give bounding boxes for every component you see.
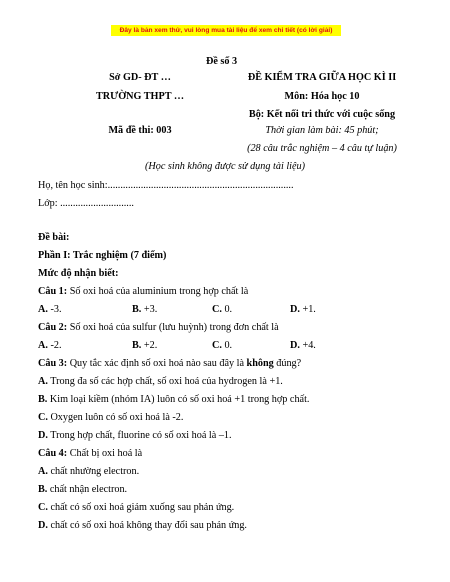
- student-name-line: Họ, tên học sinh:.........................................................................: [38, 180, 294, 191]
- option-b: B. Kim loại kiềm (nhóm IA) luôn có số oxi hoá +1 trong hợp chất.: [38, 394, 310, 405]
- question-3: Câu 3: Quy tắc xác định số oxi hoá nào sau đây là không đúng?: [38, 358, 302, 369]
- time-limit: Thời gian làm bài: 45 phút;: [265, 125, 379, 136]
- option-d: D. +1.: [290, 304, 316, 315]
- preview-banner: Đây là bản xem thử, vui lòng mua tài liệu để xem chi tiết (có lời giải): [111, 25, 341, 36]
- question-text: Số oxi hoá của aluminium trong hợp chất là: [67, 286, 249, 297]
- question-text: Quy tắc xác định số oxi hoá nào sau đây là: [67, 358, 247, 369]
- option-d: D. Trong hợp chất, fluorine có số oxi hoá là –1.: [38, 430, 232, 441]
- option-a: A. -2.: [38, 340, 62, 351]
- textbook-series: Bộ: Kết nối tri thức với cuộc sống: [248, 109, 396, 120]
- question-count: (28 câu trắc nghiệm – 4 câu tự luận): [247, 143, 397, 154]
- option-b: B. +2.: [132, 340, 158, 351]
- part-heading: Phần I: Trắc nghiệm (7 điểm): [38, 250, 167, 261]
- question-2: [38, 322, 279, 334]
- option-a: A. chất nhường electron.: [38, 466, 140, 477]
- student-class-line: Lớp: .............................: [38, 198, 134, 209]
- option-c: C. Oxygen luôn có số oxi hoá là -2.: [38, 412, 184, 423]
- exam-title: ĐỀ KIỂM TRA GIỮA HỌC KÌ II: [247, 72, 397, 83]
- subject: Môn: Hóa học 10: [284, 91, 360, 102]
- school-name: TRƯỜNG THPT …: [95, 91, 185, 102]
- question-1: [38, 286, 248, 298]
- question-label: Câu 1:: [38, 286, 68, 297]
- exam-number: Đề số 3: [206, 56, 238, 67]
- department-name: Sở GD- ĐT …: [109, 72, 171, 83]
- option-c: C. 0.: [212, 340, 233, 351]
- option-b: B. +3.: [132, 304, 158, 315]
- question-text: Số oxi hoá của sulfur (lưu huỳnh) trong đơn chất là: [67, 322, 279, 333]
- question-label: Câu 3:: [38, 358, 68, 369]
- option-a: A. Trong đa số các hợp chất, số oxi hoá của hydrogen là +1.: [38, 376, 283, 387]
- emphasis-word: không: [246, 358, 274, 369]
- option-a: A. -3.: [38, 304, 62, 315]
- level-heading: Mức độ nhận biết:: [38, 268, 119, 279]
- option-d: D. chất có số oxi hoá không thay đổi sau phản ứng.: [38, 520, 247, 531]
- option-c: C. chất có số oxi hoá giảm xuống sau phản ứng.: [38, 502, 235, 513]
- question-4: [38, 448, 142, 460]
- section-heading: Đề bài:: [38, 232, 70, 243]
- option-c: C. 0.: [212, 304, 233, 315]
- option-d: D. +4.: [290, 340, 316, 351]
- question-label: Câu 4:: [38, 448, 68, 459]
- exam-code: Mã đề thi: 003: [108, 125, 172, 136]
- exam-note: (Học sinh không được sử dụng tài liệu): [144, 161, 305, 172]
- question-label: Câu 2:: [38, 322, 68, 333]
- question-text: Chất bị oxi hoá là: [67, 448, 143, 459]
- option-b: B. chất nhận electron.: [38, 484, 128, 495]
